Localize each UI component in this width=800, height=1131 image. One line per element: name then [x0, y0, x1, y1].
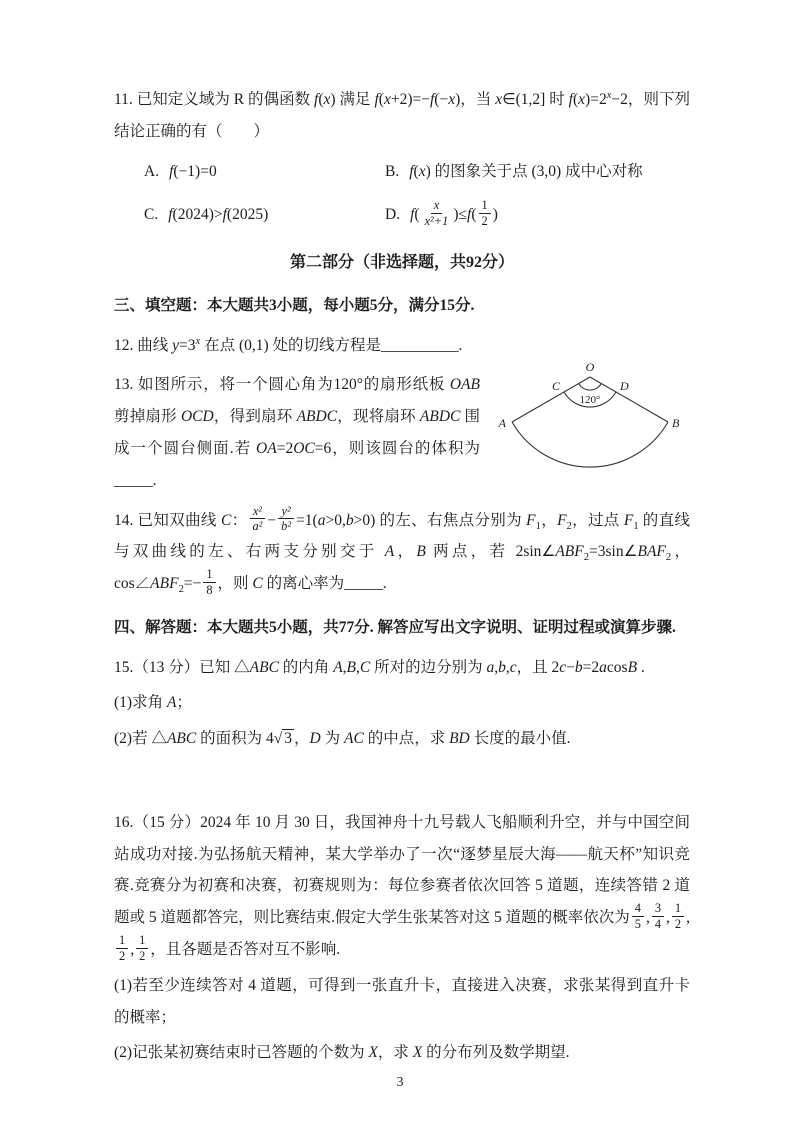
question-14: 14. 已知双曲线 C： $\frac{\text{x²}}{\text{a²}}$ − $\frac{\text{y²}}{\text{b²}}$ =1(a>0,b>0) 的左、右焦点分别为 $F_1$，$F_2$，过点 $F_1$ 的直线与双曲线的左、右两支分别交于 A，B 两点，若 $2\sin\angle ABF_2=3\sin\angle BAF_2$，$\cos\angle ABF_2=-$ $\frac{1}{8}$ ，则 C 的离心率为_____.	[114, 503, 690, 598]
point-c-label: C	[551, 379, 560, 394]
question-12: 12. 曲线 $y=3^x$ 在点 (0,1) 处的切线方程是__________.	[114, 335, 463, 354]
question-16-part2: (2)记张某初赛结束时已答题的个数为 X，求 X 的分布列及数学期望.	[114, 1044, 570, 1062]
option-c-label: C.	[144, 206, 159, 224]
question-13-block	[114, 360, 690, 496]
option-a-label: A.	[144, 162, 160, 180]
option-c-body: f(2024)>f(2025)	[168, 206, 269, 224]
question-16-part1: (1)若至少连续答对 4 道题，可得到一张直升卡，直接进入决赛，求张某得到直升卡的概率；	[114, 976, 690, 1026]
point-d-label: D	[620, 379, 629, 394]
question-11-options	[114, 156, 690, 232]
question-13-figure	[490, 361, 690, 476]
part2-title: 第二部分（非选择题，共92分）	[289, 254, 514, 272]
point-o-label: O	[585, 360, 595, 375]
exam-content	[114, 84, 690, 1077]
angle-label: 120°	[579, 394, 601, 407]
question-15-stem: 15.（13 分）已知 △ABC 的内角 A,B,C 所对的边分别为 a,b,c，且 2c−b=2acosB .	[114, 658, 645, 676]
option-b-label: B.	[385, 162, 400, 180]
question-16-stem: 16.（15 分）2024 年 10 月 30 日，我国神舟十九号载人飞船顺利升空，并与中国空间站成功对接.为弘扬航天精神，某大学举办了一次“逐梦星辰大海——航天杯”知识竞赛.竞赛分为初赛和决赛，初赛规则为：每位参赛者依次回答 5 道题，连续答错 2 道题或 5 道题都答完，则比赛结束.假定大学生张某答对这 5 道题的概率依次为 $\frac{4}{5}$ , $\frac{3}{4}$ , $\frac{1}{2}$ , $\frac{1}{2}$ , $\frac{1}{2}$ ，且各题是否答对互不影响.	[114, 813, 690, 963]
point-a-label: A	[498, 416, 506, 431]
option-a	[144, 156, 379, 188]
option-d-label: D.	[385, 206, 401, 224]
page-number: 3	[396, 1075, 404, 1090]
question-15-part1: (1)求角 A；	[114, 694, 192, 712]
angle-arc	[579, 384, 602, 391]
section3-title: 三、填空题：本大题共3小题，每小题5分，满分15分.	[114, 296, 475, 314]
option-d-body: f( $\frac{x}{\text{x²+1}}$ )≤f( $\frac{1}{2}$ )	[410, 198, 498, 229]
option-b	[385, 156, 690, 188]
section4-title: 四、解答题：本大题共5小题，共77分. 解答应写出文字说明、证明过程或演算步骤.	[114, 618, 676, 636]
question-13: 13. 如图所示，将一个圆心角为120°的扇形纸板 OAB 剪掉扇形 OCD，得到扇环 ABDC，现将扇环 ABDC 围成一个圆台侧面.若 OA=2OC=6，则该圆台的体积为_____.	[114, 376, 480, 489]
option-d	[385, 199, 690, 231]
point-b-label: B	[672, 416, 680, 431]
sector-diagram	[490, 361, 690, 476]
option-c	[144, 199, 379, 231]
outer-arc	[512, 422, 668, 467]
option-a-body: f(−1)=0	[169, 162, 217, 180]
option-b-body: f(x) 的图象关于点 (3,0) 成中心对称	[409, 162, 643, 180]
question-11-stem: 11. 已知定义域为 R 的偶函数 f(x) 满足 f(x+2)=−f(−x)，当 x∈(1,2] 时 $f(x)=2^x-2$，则下列结论正确的有（ ）	[114, 89, 690, 140]
question-15-part2: (2)若 △ABC 的面积为 4√ 3 ，D 为 AC 的中点，求 BD 长度的最小值.	[114, 730, 571, 748]
